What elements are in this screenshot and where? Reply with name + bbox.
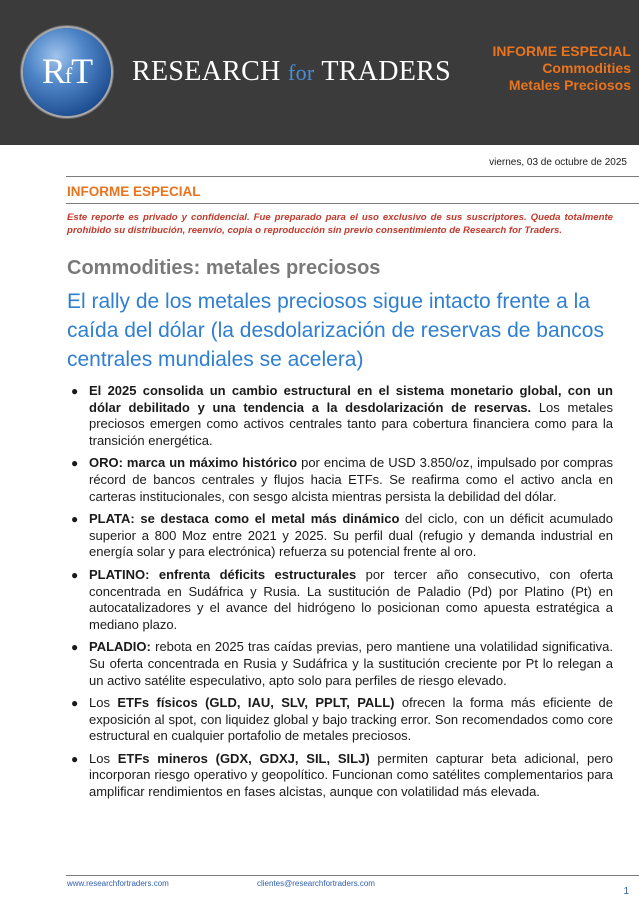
report-header [0, 0, 639, 145]
key-points-list [67, 383, 613, 807]
bullet-item: ● PLATA: se destaca como el metal más dinámico del ciclo, con un déficit acumulado superior a 800 Moz entre 2021 y 2025. Su perfil dual (refugio y demanda industrial en energía solar y para electrónica) refuerza su potencial frente al oro. [71, 511, 613, 560]
rft-logo [23, 28, 111, 116]
bullet-icon: ● [71, 456, 79, 471]
bullet-item: ● PALADIO: rebota en 2025 tras caídas previas, pero mantiene una volatilidad significativa. Su oferta concentrada en Rusia y Sudáfrica y la sustitución creciente por Pt lo relegan a un activo satélite especulativo, apto solo para perfiles de riesgo elevado. [71, 639, 613, 688]
logo-monogram: RfT [41, 51, 93, 91]
page-number: 1 [623, 886, 629, 897]
bullet-item: ● Los ETFs físicos (GLD, IAU, SLV, PPLT, PALL) ofrecen la forma más eficiente de exposición al spot, con liquidez global y bajo tracking error. Son recomendados como core estructural en cualquier portafolio de metales preciosos. [71, 695, 613, 744]
divider-top [66, 176, 639, 177]
footer-email-link[interactable]: clientes@researchfortraders.com [257, 879, 375, 888]
footer-website-link[interactable]: www.researchfortraders.com [67, 879, 169, 888]
bullet-icon: ● [71, 384, 79, 398]
bullet-item: ● Los ETFs mineros (GDX, GDXJ, SIL, SILJ) permiten capturar beta adicional, pero incorporan riesgo operativo y geopolítico. Funcionan como satélites complementarios para amplificar rendimientos en fases alcistas, aunque con volatilidad más elevada. [71, 750, 614, 800]
brand-name: RESEARCH for TRADERS [132, 56, 452, 87]
bullet-item: ● El 2025 consolida un cambio estructural en el sistema monetario global, con un dólar debilitado y una tendencia a la desdolarización de reservas. Los metales preciosos emergen como activos centrales tanto para cobertura financiera como para la transición energética. [71, 383, 614, 448]
bullet-icon: ● [71, 751, 79, 766]
report-date: viernes, 03 de octubre de 2025 [489, 157, 627, 168]
bullet-icon: ● [71, 640, 79, 655]
header-line-2: Commodities [542, 60, 631, 76]
footer-divider [66, 875, 639, 876]
bullet-item: ● ORO: marca un máximo histórico por encima de USD 3.850/oz, impulsado por compras récord de bancos centrales y flujos hacia ETFs. Se reafirma como el activo ancla en carteras institucionales, con sesgo alcista mientras persista la debilidad del dólar. [71, 455, 613, 504]
header-line-3: Metales Preciosos [508, 77, 631, 93]
bullet-item: ● PLATINO: enfrenta déficits estructurales por tercer año consecutivo, con oferta concentrada en Sudáfrica y Rusia. La sustitución de Paladio (Pd) por Platino (Pt) en autocatalizadores y el avance del hidrógeno lo posicionan como apuesta estratégica a mediano plazo. [71, 566, 613, 632]
header-line-1: INFORME ESPECIAL [492, 43, 631, 59]
section-label: INFORME ESPECIAL [67, 184, 201, 199]
divider-section [66, 203, 639, 204]
header-report-type [493, 43, 631, 94]
bullet-icon: ● [71, 512, 79, 527]
bullet-icon: ● [71, 567, 79, 582]
confidentiality-disclaimer: Este reporte es privado y confidencial. Fue preparado para el uso exclusivo de sus suscriptores. Queda totalmente prohibido su distribución, reenvío, copia o reproducción sin previo consentimiento de Research for Traders. [67, 212, 613, 236]
bullet-icon: ● [71, 696, 79, 711]
report-headline: El rally de los metales preciosos sigue intacto frente a la caída del dólar (la desdolarización de reservas de bancos centrales mundiales se acelera) [67, 290, 604, 371]
report-subject: Commodities: metales preciosos [67, 257, 381, 279]
